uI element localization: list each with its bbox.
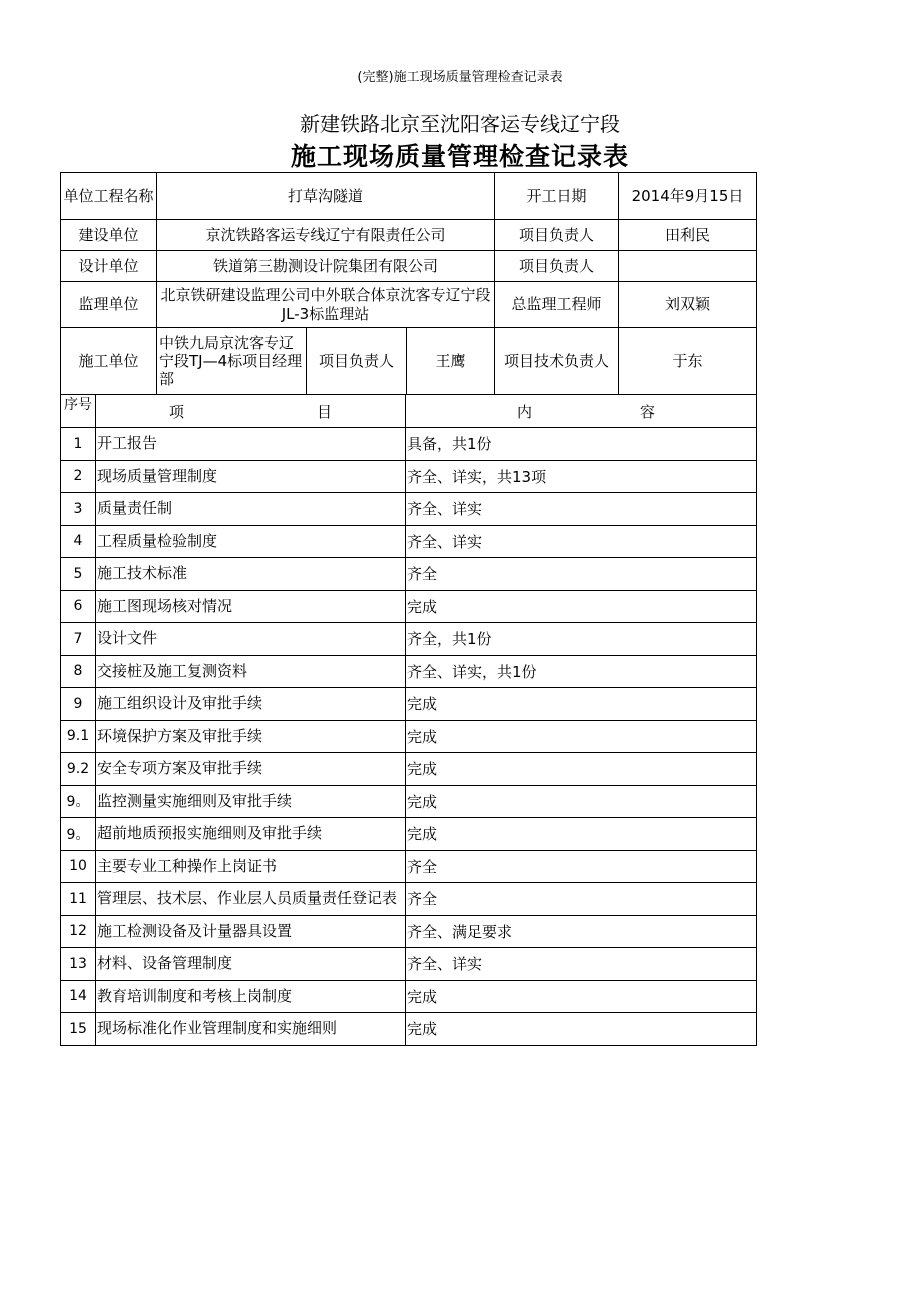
row-item-text: 设计文件 xyxy=(97,629,158,648)
row-item xyxy=(96,818,406,851)
items-table-body xyxy=(61,428,757,1046)
row-item xyxy=(96,590,406,623)
table-row xyxy=(61,688,757,721)
table-row xyxy=(61,980,757,1013)
row-item-text: 质量责任制 xyxy=(97,499,173,518)
row-item xyxy=(96,720,406,753)
row-content: 齐全、满足要求 xyxy=(406,915,757,948)
row-content: 完成 xyxy=(406,818,757,851)
row-number: 5 xyxy=(61,558,96,591)
row-item xyxy=(96,883,406,916)
row-item-text: 主要专业工种操作上岗证书 xyxy=(97,856,278,875)
row-number: 11 xyxy=(61,883,96,916)
design-manager-value xyxy=(619,251,757,282)
row-number: 9.1 xyxy=(61,720,96,753)
tech-manager-value: 于东 xyxy=(619,328,757,395)
row-content: 完成 xyxy=(406,688,757,721)
row-number: 4 xyxy=(61,525,96,558)
table-row xyxy=(61,525,757,558)
design-manager-label: 项目负责人 xyxy=(495,251,619,282)
row-item-text: 现场标准化作业管理制度和实施细则 xyxy=(97,1019,338,1038)
row-item xyxy=(96,460,406,493)
row-item xyxy=(96,948,406,981)
row-content: 齐全 xyxy=(406,850,757,883)
row-item-text: 施工图现场核对情况 xyxy=(97,596,233,615)
row-item xyxy=(96,428,406,461)
header-item-a: 项 xyxy=(169,402,185,421)
row-number: 9 xyxy=(61,688,96,721)
supervision-unit-value: 北京铁研建设监理公司中外联合体京沈客专辽宁段JL-3标监理站 xyxy=(157,282,495,328)
row-content: 完成 xyxy=(406,980,757,1013)
table-row xyxy=(61,493,757,526)
start-date-value: 2014年9月15日 xyxy=(619,173,757,220)
table-row xyxy=(61,558,757,591)
row-item-text: 现场质量管理制度 xyxy=(97,466,218,485)
contractor-value: 中铁九局京沈客专辽宁段TJ—4标项目经理部 xyxy=(157,328,307,395)
contractor-manager-label: 项目负责人 xyxy=(307,328,407,395)
project-info-table xyxy=(60,172,757,395)
tech-manager-label: 项目技术负责人 xyxy=(495,328,619,395)
start-date-label: 开工日期 xyxy=(495,173,619,220)
document-header: (完整)施工现场质量管理检查记录表 xyxy=(357,70,563,85)
table-row xyxy=(61,655,757,688)
construction-unit-label: 建设单位 xyxy=(61,220,157,251)
row-content: 齐全、详实 xyxy=(406,525,757,558)
table-row xyxy=(61,883,757,916)
table-row xyxy=(61,1013,757,1046)
row-content: 完成 xyxy=(406,785,757,818)
row-item xyxy=(96,525,406,558)
row-item xyxy=(96,623,406,656)
header-item-b: 目 xyxy=(316,402,332,421)
table-row xyxy=(61,623,757,656)
row-item xyxy=(96,753,406,786)
construction-manager-value: 田利民 xyxy=(619,220,757,251)
table-row xyxy=(61,428,757,461)
row-item xyxy=(96,655,406,688)
row-content: 完成 xyxy=(406,1013,757,1046)
unit-project-value: 打草沟隧道 xyxy=(157,173,495,220)
row-item-text: 交接桩及施工复测资料 xyxy=(97,661,248,680)
chief-supervisor-value: 刘双颖 xyxy=(619,282,757,328)
row-content: 完成 xyxy=(406,590,757,623)
header-item xyxy=(96,395,406,428)
row-number: 12 xyxy=(61,915,96,948)
row-item-text: 开工报告 xyxy=(97,434,158,453)
row-number: 15 xyxy=(61,1013,96,1046)
row-item xyxy=(96,558,406,591)
table-row xyxy=(61,460,757,493)
items-table-header xyxy=(61,395,757,428)
table-row xyxy=(61,818,757,851)
info-row-unit-project xyxy=(61,173,757,220)
row-number: 3 xyxy=(61,493,96,526)
row-content: 齐全、详实，共13项 xyxy=(406,460,757,493)
row-item xyxy=(96,1013,406,1046)
row-content: 完成 xyxy=(406,753,757,786)
info-row-contractor xyxy=(61,328,757,395)
construction-manager-label: 项目负责人 xyxy=(495,220,619,251)
row-item xyxy=(96,850,406,883)
table-row xyxy=(61,785,757,818)
design-unit-label: 设计单位 xyxy=(61,251,157,282)
row-number: 13 xyxy=(61,948,96,981)
row-content: 齐全、详实，共1份 xyxy=(406,655,757,688)
row-item xyxy=(96,915,406,948)
row-item-text: 教育培训制度和考核上岗制度 xyxy=(97,986,293,1005)
row-item-text: 安全专项方案及审批手续 xyxy=(97,759,263,778)
row-item-text: 工程质量检验制度 xyxy=(97,531,218,550)
construction-unit-value: 京沈铁路客运专线辽宁有限责任公司 xyxy=(157,220,495,251)
document-subtitle: 新建铁路北京至沈阳客运专线辽宁段 xyxy=(300,112,620,136)
row-number: 9。 xyxy=(61,818,96,851)
header-no: 序号 xyxy=(61,395,96,428)
row-item-text: 超前地质预报实施细则及审批手续 xyxy=(97,824,323,843)
row-item xyxy=(96,493,406,526)
row-item-text: 施工检测设备及计量器具设置 xyxy=(97,921,293,940)
header-content xyxy=(406,395,757,428)
row-number: 1 xyxy=(61,428,96,461)
row-item-text: 材料、设备管理制度 xyxy=(97,954,233,973)
row-content: 齐全 xyxy=(406,883,757,916)
row-number: 9。 xyxy=(61,785,96,818)
row-item xyxy=(96,785,406,818)
unit-project-label: 单位工程名称 xyxy=(61,173,157,220)
row-item-text: 施工组织设计及审批手续 xyxy=(97,694,263,713)
row-item xyxy=(96,980,406,1013)
row-item xyxy=(96,688,406,721)
row-content: 完成 xyxy=(406,720,757,753)
design-unit-value: 铁道第三勘测设计院集团有限公司 xyxy=(157,251,495,282)
row-number: 9.2 xyxy=(61,753,96,786)
info-row-construction-unit xyxy=(61,220,757,251)
row-content: 具备，共1份 xyxy=(406,428,757,461)
row-content: 齐全 xyxy=(406,558,757,591)
row-content: 齐全、详实 xyxy=(406,493,757,526)
info-row-design-unit xyxy=(61,251,757,282)
info-row-supervision-unit xyxy=(61,282,757,328)
page-title: 施工现场质量管理检查记录表 xyxy=(290,142,629,171)
table-row xyxy=(61,590,757,623)
table-row xyxy=(61,850,757,883)
row-item-text: 管理层、技术层、作业层人员质量责任登记表 xyxy=(97,889,398,908)
row-number: 7 xyxy=(61,623,96,656)
inspection-items-table xyxy=(60,394,757,1046)
header-content-b: 容 xyxy=(639,402,655,421)
supervision-unit-label: 监理单位 xyxy=(61,282,157,328)
table-row xyxy=(61,753,757,786)
contractor-label: 施工单位 xyxy=(61,328,157,395)
row-content: 齐全，共1份 xyxy=(406,623,757,656)
row-item-text: 环境保护方案及审批手续 xyxy=(97,726,263,745)
row-number: 2 xyxy=(61,460,96,493)
header-content-a: 内 xyxy=(517,402,533,421)
chief-supervisor-label: 总监理工程师 xyxy=(495,282,619,328)
row-content: 齐全、详实 xyxy=(406,948,757,981)
row-number: 10 xyxy=(61,850,96,883)
row-item-text: 监控测量实施细则及审批手续 xyxy=(97,791,293,810)
row-number: 14 xyxy=(61,980,96,1013)
contractor-manager-value: 王鹰 xyxy=(407,328,495,395)
row-number: 6 xyxy=(61,590,96,623)
row-number: 8 xyxy=(61,655,96,688)
table-row xyxy=(61,720,757,753)
table-row xyxy=(61,915,757,948)
table-row xyxy=(61,948,757,981)
row-item-text: 施工技术标准 xyxy=(97,564,188,583)
